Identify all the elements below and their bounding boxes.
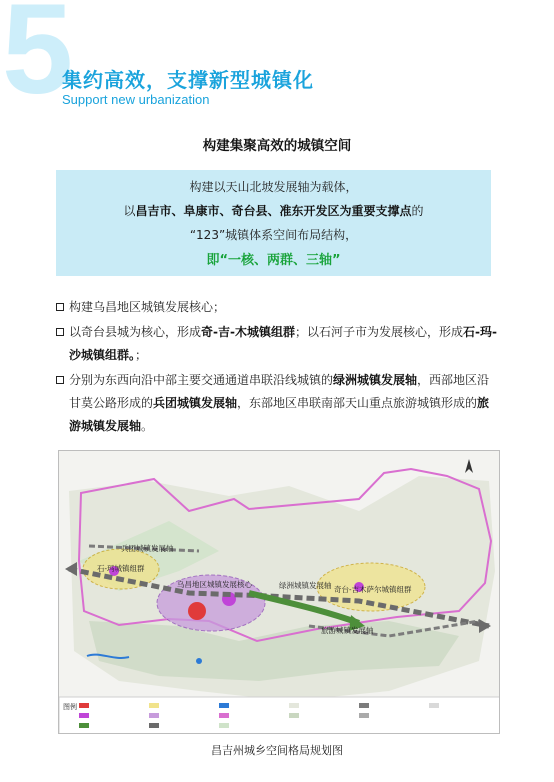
oasis-axis-label: 绿洲城镇发展轴 — [279, 581, 332, 590]
bullet-item-1 — [56, 296, 501, 319]
box-line-2-post: 的 — [411, 204, 424, 218]
core-label: 乌昌地区城镇发展核心 — [177, 580, 252, 589]
east-group-label: 奇台-吉木萨尔城镇组群 — [334, 585, 412, 594]
bullet-3-part-4: 兵团城镇发展轴 — [153, 396, 238, 410]
bullet-2-part-5: ； — [135, 348, 148, 362]
bullet-3-part-3: ，西部地区沿甘莫公路形成的 — [69, 373, 490, 410]
map-graphic — [59, 451, 500, 734]
bullet-3-part-5: ，东部地区串联南部天山重点旅游城镇形成的 — [237, 396, 478, 410]
city-marker — [188, 602, 206, 620]
bullet-2-part-1: 以奇台县城为核心，形成 — [69, 325, 202, 339]
bullet-3-part-6: 旅游城镇发展轴 — [69, 396, 490, 433]
section-number: 5 — [2, 0, 74, 121]
highlight-box — [56, 170, 491, 276]
bingtuan-axis-label: 兵团城镇发展轴 — [121, 544, 174, 553]
legend-title: 图例 — [63, 704, 77, 711]
bullet-2-part-3: ；以石河子市为发展核心，形成 — [294, 325, 463, 339]
bullet-list — [56, 296, 501, 438]
west-group-label: 石-玛城镇组群 — [97, 564, 145, 573]
bullet-2-part-2: 奇-吉-木城镇组群 — [201, 325, 295, 339]
section-subtitle: Support new urbanization — [62, 92, 210, 107]
bullet-3-part-7: 。 — [141, 419, 154, 433]
tourism-axis-label: 旅游城镇发展轴 — [321, 626, 374, 635]
box-line-2-pre: 以 — [123, 204, 136, 218]
legend-panel — [59, 697, 500, 734]
bullet-3-part-1: 分别为东西向沿中部主要交通通道串联沿线城镇的 — [69, 373, 334, 387]
bullet-2-part-4: 石-玛-沙城镇组群。 — [69, 325, 497, 362]
bullet-item-2 — [56, 321, 501, 367]
box-line-2 — [56, 202, 491, 219]
section-title: 集约高效，支撑新型城镇化 — [62, 68, 314, 92]
box-line-2-bold: 昌吉市、阜康市、奇台县、准东开发区为重要支撑点 — [135, 204, 412, 218]
map-caption: 昌吉州城乡空间格局规划图 — [211, 744, 343, 757]
checkbox-square-icon — [56, 328, 64, 336]
checkbox-square-icon — [56, 376, 64, 384]
box-line-4: 即“一核、两群、三轴” — [206, 253, 341, 268]
box-line-1: 构建以天山北坡发展轴为载体， — [189, 180, 358, 194]
bullet-1-text: 构建乌昌地区城镇发展核心； — [69, 300, 226, 314]
box-line-3: “123”城镇体系空间布局结构， — [189, 228, 358, 242]
planning-map — [58, 450, 500, 734]
lake — [196, 658, 202, 664]
bullet-item-3 — [56, 369, 501, 438]
bullet-3-part-2: 绿洲城镇发展轴 — [333, 373, 418, 387]
content-heading: 构建集聚高效的城镇空间 — [202, 138, 352, 154]
checkbox-square-icon — [56, 303, 64, 311]
